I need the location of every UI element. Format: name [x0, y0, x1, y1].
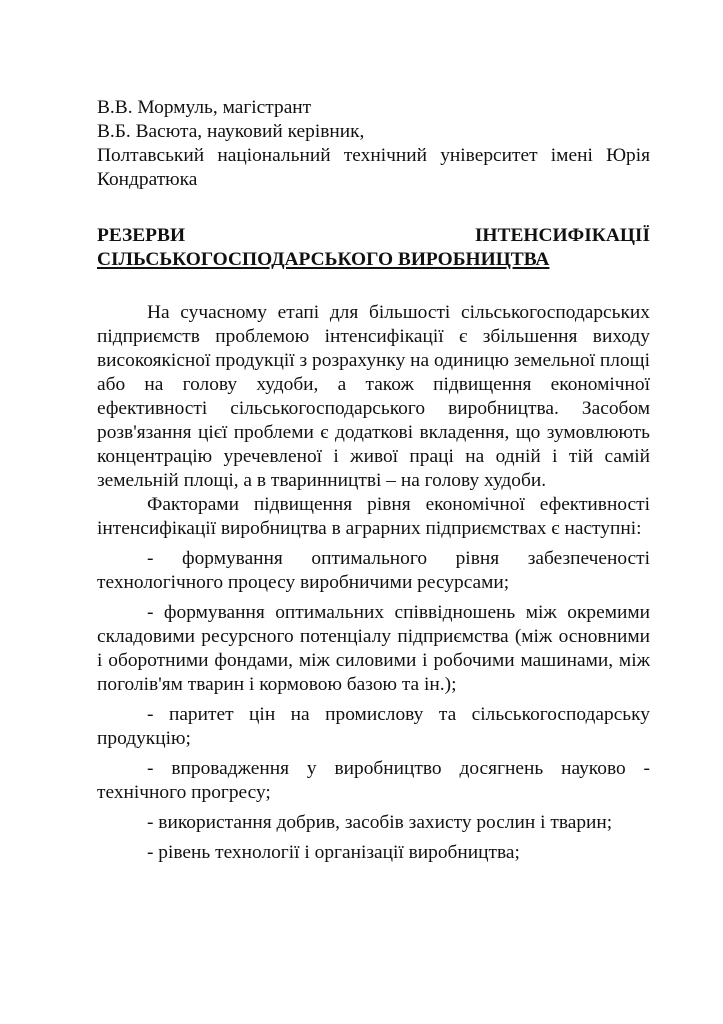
list-item-1: - формування оптимального рівня забезпеченості технологічного процесу виробничими ресурсами; — [97, 548, 650, 593]
list-item-5: - використання добрив, засобів захисту рослин і тварин; — [147, 812, 613, 833]
title-word-2: ІНТЕНСИФІКАЦІЇ — [474, 225, 650, 246]
article-title — [97, 224, 650, 272]
title-line-2: СІЛЬСЬКОГОСПОДАРСЬКОГО ВИРОБНИЦТВА — [97, 249, 550, 270]
title-word-1: РЕЗЕРВИ — [97, 225, 186, 246]
title-line-1 — [97, 224, 650, 248]
body-paragraph-2: Факторами підвищення рівня економічної ефективності інтенсифікації виробництва в аграрних підприємствах є наступні: — [97, 494, 650, 539]
list-item-4: - впровадження у виробництво досягнень науково - технічного прогресу; — [97, 758, 650, 803]
author-line-1: В.В. Мормуль, магістрант — [97, 97, 312, 118]
list-item-2: - формування оптимальних співвідношень між окремими складовими ресурсного потенціалу підприємства (між основними і оборотними фондами, між силовими і робочими машинами, між поголів'ям тварин і кормовою базою та ін.); — [97, 602, 650, 695]
author-line-2: В.Б. Васюта, науковий керівник, — [97, 121, 365, 142]
list-item-3: - паритет цін на промислову та сільськогосподарську продукцію; — [97, 704, 650, 749]
list-item-6: - рівень технології і організації виробництва; — [147, 842, 520, 863]
document-page — [97, 96, 650, 865]
affiliation: Полтавський національний технічний університет імені Юрія Кондратюка — [97, 145, 650, 190]
body-paragraph-1: На сучасному етапі для більшості сільськогосподарських підприємств проблемою інтенсифікації є збільшення виходу високоякісної продукції з розрахунку на одиницю земельної площі або на голову худоби, а також підвищення економічної ефективності сільськогосподарського виробництва. Засобом розв'язання цієї проблеми є додаткові вкладення, що зумовлюють концентрацію уречевленої і живої праці на одній і тій самій земельній площі, а в тваринництві – на голову худоби. — [97, 302, 650, 491]
